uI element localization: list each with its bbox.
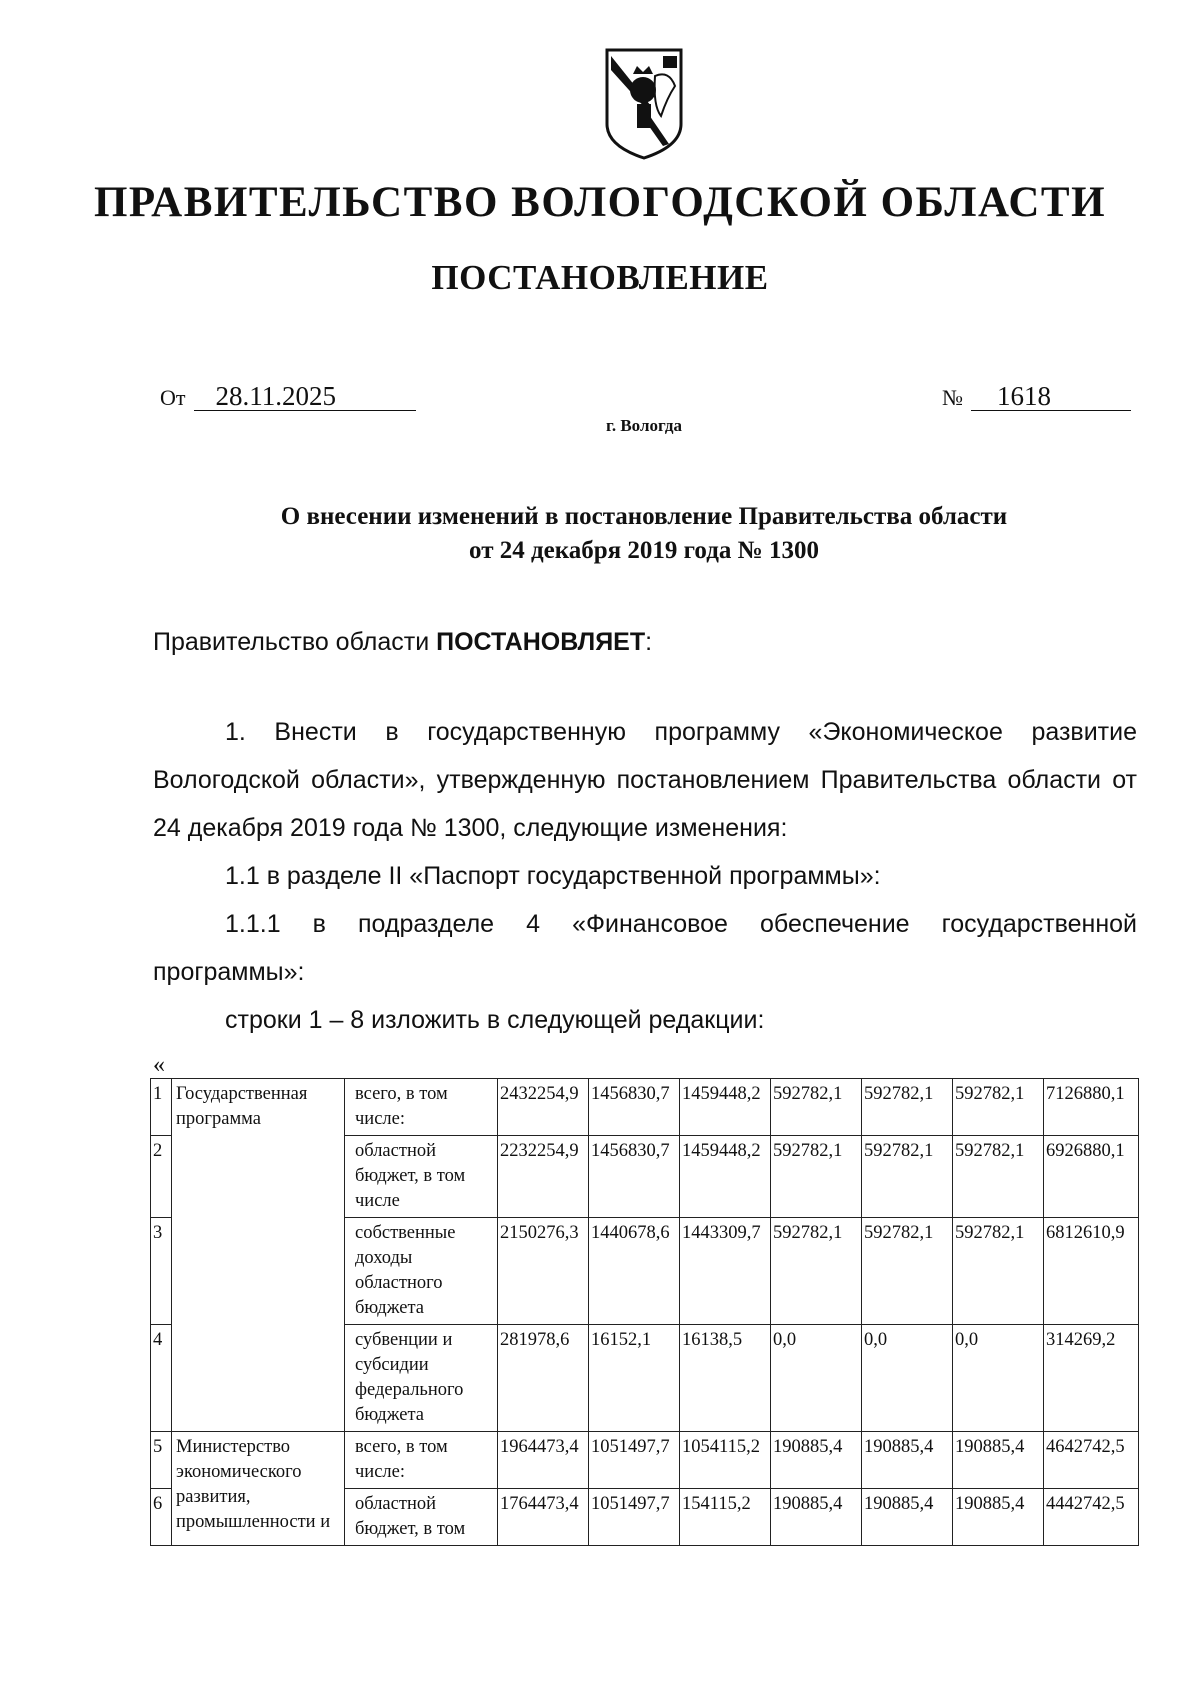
row-number: 4 bbox=[151, 1325, 172, 1432]
value-cell: 2432254,9 bbox=[498, 1079, 589, 1136]
value-cell: 592782,1 bbox=[862, 1136, 953, 1218]
value-cell: 592782,1 bbox=[953, 1079, 1044, 1136]
financing-table bbox=[150, 1078, 1139, 1546]
funding-source: собственные доходы областного бюджета bbox=[345, 1218, 498, 1325]
value-cell: 592782,1 bbox=[862, 1079, 953, 1136]
value-cell: 0,0 bbox=[862, 1325, 953, 1432]
value-cell: 2232254,9 bbox=[498, 1136, 589, 1218]
number-prefix: № bbox=[942, 385, 963, 410]
value-cell: 1459448,2 bbox=[680, 1136, 771, 1218]
date-prefix: От bbox=[160, 385, 186, 410]
value-cell: 1456830,7 bbox=[589, 1079, 680, 1136]
total-cell: 4442742,5 bbox=[1044, 1489, 1139, 1546]
table-row bbox=[151, 1079, 1139, 1136]
value-cell: 592782,1 bbox=[862, 1218, 953, 1325]
value-cell: 1764473,4 bbox=[498, 1489, 589, 1546]
value-cell: 281978,6 bbox=[498, 1325, 589, 1432]
value-cell: 190885,4 bbox=[862, 1432, 953, 1489]
total-cell: 4642742,5 bbox=[1044, 1432, 1139, 1489]
document-type-title: ПОСТАНОВЛЕНИЕ bbox=[431, 258, 769, 297]
value-cell: 592782,1 bbox=[953, 1218, 1044, 1325]
value-cell: 190885,4 bbox=[771, 1489, 862, 1546]
value-cell: 1054115,2 bbox=[680, 1432, 771, 1489]
total-cell: 314269,2 bbox=[1044, 1325, 1139, 1432]
opening-quote: « bbox=[153, 1052, 165, 1078]
number-value: 1618 bbox=[971, 382, 1131, 411]
decree-statement bbox=[153, 628, 652, 657]
paragraph-1: 1. Внести в государственную программу «Экономическое развитие Вологодской области», утвержденную постановлением Правительства области от 24 декабря 2019 года № 1300, следующие изменения: bbox=[153, 718, 1137, 842]
paragraph-1-1-1: 1.1.1 в подразделе 4 «Финансовое обеспечение государственной программы»: bbox=[153, 910, 1137, 986]
decree-prefix: Правительство области bbox=[153, 628, 430, 656]
organization-title: ПРАВИТЕЛЬСТВО ВОЛОГОДСКОЙ ОБЛАСТИ bbox=[93, 179, 1107, 226]
value-cell: 1443309,7 bbox=[680, 1218, 771, 1325]
value-cell: 190885,4 bbox=[771, 1432, 862, 1489]
funding-source: всего, в том числе: bbox=[345, 1432, 498, 1489]
value-cell: 190885,4 bbox=[862, 1489, 953, 1546]
value-cell: 1964473,4 bbox=[498, 1432, 589, 1489]
row-number: 2 bbox=[151, 1136, 172, 1218]
value-cell: 592782,1 bbox=[771, 1079, 862, 1136]
value-cell: 16138,5 bbox=[680, 1325, 771, 1432]
value-cell: 190885,4 bbox=[953, 1432, 1044, 1489]
vologda-coat-of-arms-icon bbox=[603, 46, 685, 162]
value-cell: 1456830,7 bbox=[589, 1136, 680, 1218]
value-cell: 1051497,7 bbox=[589, 1432, 680, 1489]
date-value: 28.11.2025 bbox=[194, 382, 416, 411]
program-name: Государственная программа bbox=[172, 1079, 345, 1432]
table-row bbox=[151, 1432, 1139, 1489]
row-number: 3 bbox=[151, 1218, 172, 1325]
funding-source: областной бюджет, в том числе bbox=[345, 1136, 498, 1218]
value-cell: 1051497,7 bbox=[589, 1489, 680, 1546]
subject-line-2: от 24 декабря 2019 года № 1300 bbox=[469, 537, 819, 564]
date-field bbox=[160, 382, 416, 411]
paragraph-1-1: 1.1 в разделе II «Паспорт государственной программы»: bbox=[225, 862, 881, 890]
funding-source: всего, в том числе: bbox=[345, 1079, 498, 1136]
row-number: 1 bbox=[151, 1079, 172, 1136]
value-cell: 0,0 bbox=[771, 1325, 862, 1432]
ministry-name: Министерство экономического развития, промышленности и bbox=[172, 1432, 345, 1546]
subject-line-1: О внесении изменений в постановление Правительства области bbox=[280, 503, 1008, 530]
decree-suffix: : bbox=[645, 628, 653, 656]
value-cell: 592782,1 bbox=[771, 1136, 862, 1218]
value-cell: 190885,4 bbox=[953, 1489, 1044, 1546]
value-cell: 2150276,3 bbox=[498, 1218, 589, 1325]
funding-source: областной бюджет, в том bbox=[345, 1489, 498, 1546]
value-cell: 16152,1 bbox=[589, 1325, 680, 1432]
body-paragraphs bbox=[153, 708, 1137, 1044]
value-cell: 592782,1 bbox=[953, 1136, 1044, 1218]
total-cell: 6812610,9 bbox=[1044, 1218, 1139, 1325]
value-cell: 1459448,2 bbox=[680, 1079, 771, 1136]
city-label: г. Вологда bbox=[606, 416, 682, 435]
decree-word: ПОСТАНОВЛЯЕТ bbox=[436, 628, 646, 656]
row-number: 5 bbox=[151, 1432, 172, 1489]
value-cell: 1440678,6 bbox=[589, 1218, 680, 1325]
funding-source: субвенции и субсидии федерального бюджета bbox=[345, 1325, 498, 1432]
total-cell: 7126880,1 bbox=[1044, 1079, 1139, 1136]
value-cell: 592782,1 bbox=[771, 1218, 862, 1325]
document-subject bbox=[0, 500, 1200, 568]
row-number: 6 bbox=[151, 1489, 172, 1546]
value-cell: 0,0 bbox=[953, 1325, 1044, 1432]
paragraph-rows: строки 1 – 8 изложить в следующей редакции: bbox=[225, 1006, 765, 1034]
value-cell: 154115,2 bbox=[680, 1489, 771, 1546]
number-field bbox=[942, 382, 1131, 411]
total-cell: 6926880,1 bbox=[1044, 1136, 1139, 1218]
